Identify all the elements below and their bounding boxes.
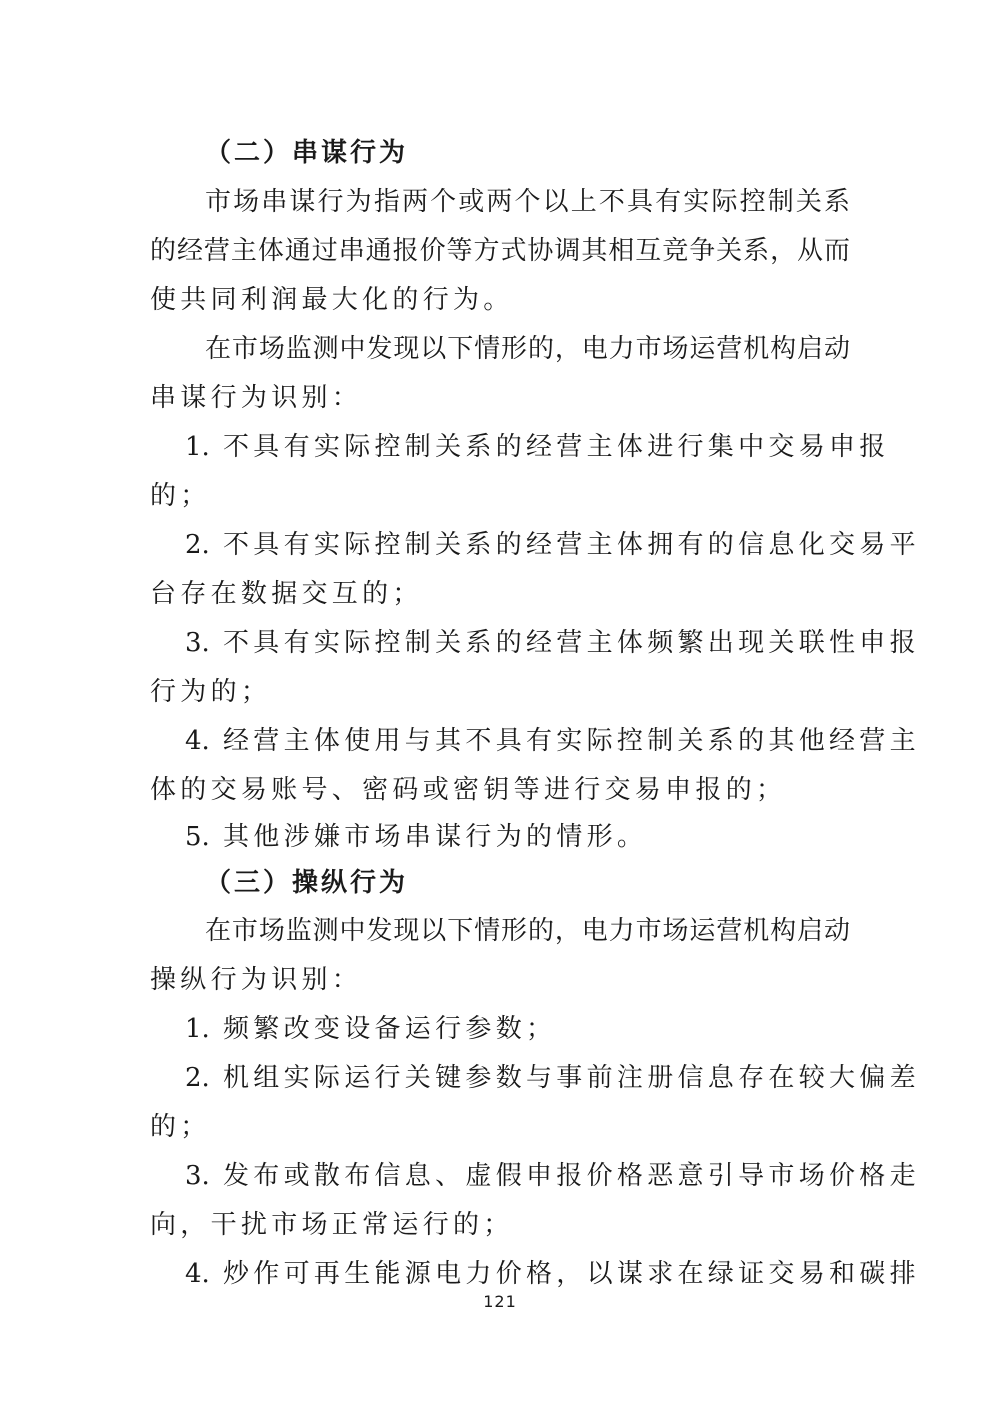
list-item-number: 3. <box>185 628 210 658</box>
list-item-text: 不具有实际控制关系的经营主体进行集中交易申报 <box>223 432 890 462</box>
list-item-text: 机组实际运行关键参数与事前注册信息存在较大偏差 <box>223 1063 920 1093</box>
list-item <box>185 820 850 854</box>
list-item <box>185 724 920 758</box>
list-item-text: 炒作可再生能源电力价格，以谋求在绿证交易和碳排 <box>223 1259 920 1289</box>
list-item-continuation: 台存在数据交互的； <box>150 579 423 609</box>
list-item-continuation: 向，干扰市场正常运行的； <box>150 1210 514 1240</box>
list-item-text: 发布或散布信息、虚假申报价格恶意引导市场价格走 <box>223 1161 920 1191</box>
list-item <box>185 430 890 464</box>
list-item-continuation: 的； <box>150 481 211 511</box>
list-item <box>185 1257 920 1291</box>
paragraph-line: 的经营主体通过串通报价等方式协调其相互竞争关系，从而 <box>150 236 850 266</box>
list-item-text: 频繁改变设备运行参数； <box>223 1014 557 1044</box>
list-item-number: 3. <box>185 1161 210 1191</box>
page-number: 121 <box>483 1292 517 1311</box>
list-item-text: 其他涉嫌市场串谋行为的情形。 <box>223 822 648 852</box>
list-item <box>185 528 920 562</box>
paragraph-line: 在市场监测中发现以下情形的，电力市场运营机构启动 <box>205 334 850 364</box>
list-item <box>185 626 920 660</box>
list-item-continuation: 的； <box>150 1112 211 1142</box>
list-item-number: 2. <box>185 1063 210 1093</box>
list-item <box>185 1159 920 1193</box>
paragraph-line: 串谋行为识别： <box>150 383 363 413</box>
list-item-number: 5. <box>185 822 210 852</box>
paragraph-line: 操纵行为识别： <box>150 965 363 995</box>
section-heading-manipulation: （三）操纵行为 <box>205 868 409 898</box>
list-item-number: 1. <box>185 432 210 462</box>
section-heading-collusion: （二）串谋行为 <box>205 138 409 168</box>
list-item-continuation: 体的交易账号、密码或密钥等进行交易申报的； <box>150 775 787 805</box>
list-item-text: 经营主体使用与其不具有实际控制关系的其他经营主 <box>223 726 920 756</box>
list-item-number: 4. <box>185 1259 210 1289</box>
list-item-text: 不具有实际控制关系的经营主体频繁出现关联性申报 <box>223 628 920 658</box>
paragraph-line: 使共同利润最大化的行为。 <box>150 285 514 315</box>
list-item-number: 4. <box>185 726 210 756</box>
paragraph-line: 在市场监测中发现以下情形的，电力市场运营机构启动 <box>205 916 850 946</box>
list-item-number: 2. <box>185 530 210 560</box>
paragraph-line: 市场串谋行为指两个或两个以上不具有实际控制关系 <box>205 187 850 217</box>
list-item <box>185 1012 850 1046</box>
list-item-number: 1. <box>185 1014 210 1044</box>
list-item-text: 不具有实际控制关系的经营主体拥有的信息化交易平 <box>223 530 920 560</box>
list-item <box>185 1061 920 1095</box>
list-item-continuation: 行为的； <box>150 677 272 707</box>
